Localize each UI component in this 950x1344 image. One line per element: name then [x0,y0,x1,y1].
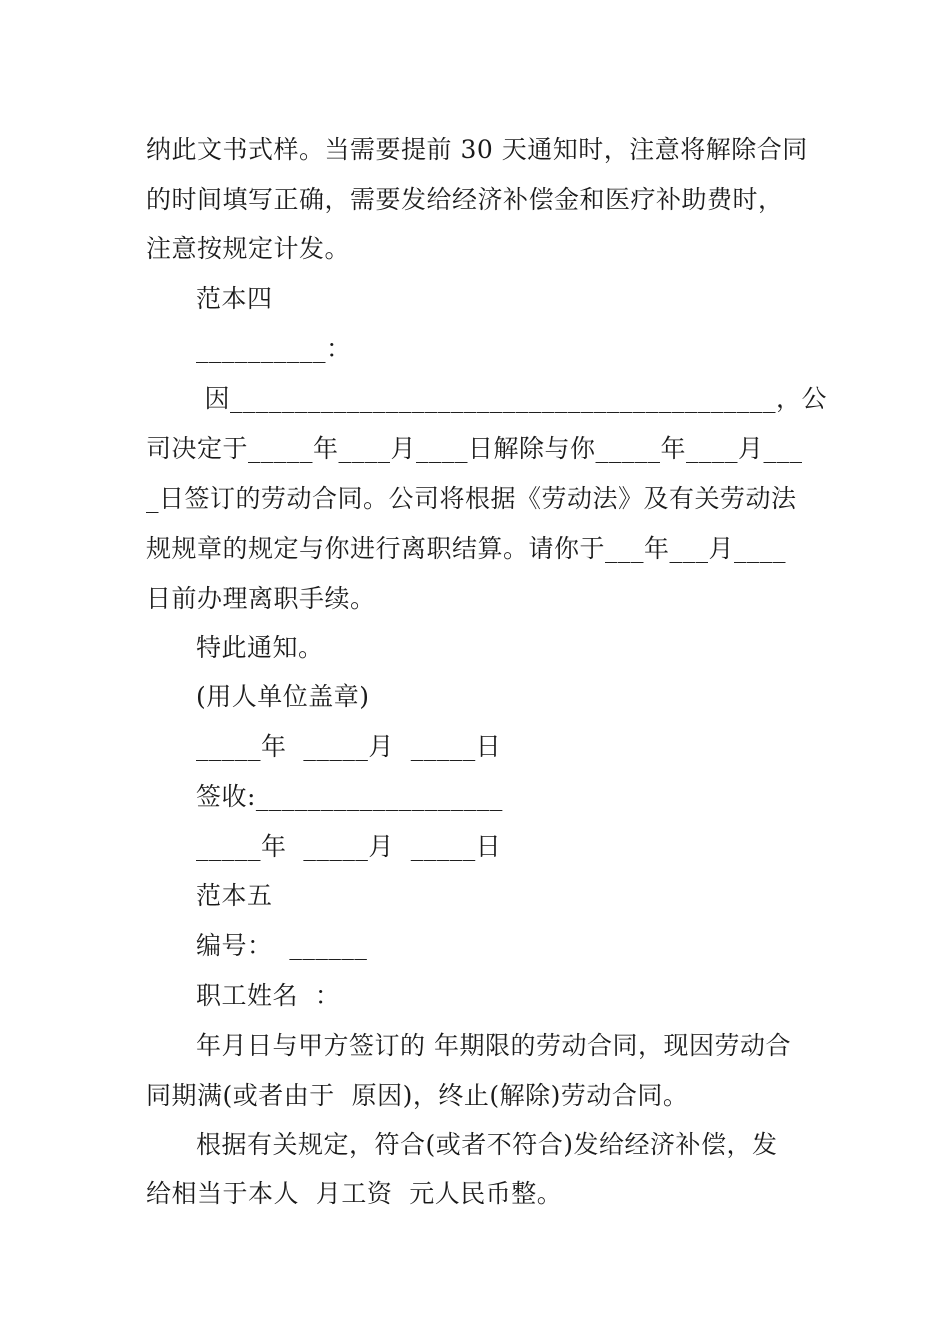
body-line: 司决定于_____年____月____日解除与你_____年____月___ [146,434,803,463]
body-line: 因__________________________________________，公 [196,384,827,413]
body-line: 日前办理离职手续。 [146,584,376,613]
date-line: _____年 _____月 _____日 [196,832,502,861]
section-heading: 范本四 [196,284,273,313]
employee-name-line: 职工姓名 ： [196,981,341,1010]
signature-line: 签收:___________________ [196,782,503,811]
body-line: 纳此文书式样。当需要提前 30 天通知时，注意将解除合同 [146,135,808,164]
body-line: 给相当于本人 月工资 元人民币整。 [146,1179,563,1208]
body-line: 注意按规定计发。 [146,234,351,263]
notice-line: 特此通知。 [196,633,324,662]
body-line: 同期满(或者由于 原因)，终止(解除)劳动合同。 [146,1081,689,1110]
date-line: _____年 _____月 _____日 [196,732,502,761]
body-line: 根据有关规定，符合(或者不符合)发给经济补偿，发 [196,1130,778,1159]
body-line: 年月日与甲方签订的 年期限的劳动合同，现因劳动合 [196,1031,791,1060]
addressee-line: __________： [196,334,352,363]
seal-line: (用人单位盖章) [196,682,370,711]
body-line: 的时间填写正确，需要发给经济补偿金和医疗补助费时， [146,185,784,214]
number-line: 编号： ______ [196,931,368,960]
section-heading: 范本五 [196,881,273,910]
body-line: 规规章的规定与你进行离职结算。请你于___年___月____ [146,534,787,563]
body-line: _日签订的劳动合同。公司将根据《劳动法》及有关劳动法 [146,484,797,513]
